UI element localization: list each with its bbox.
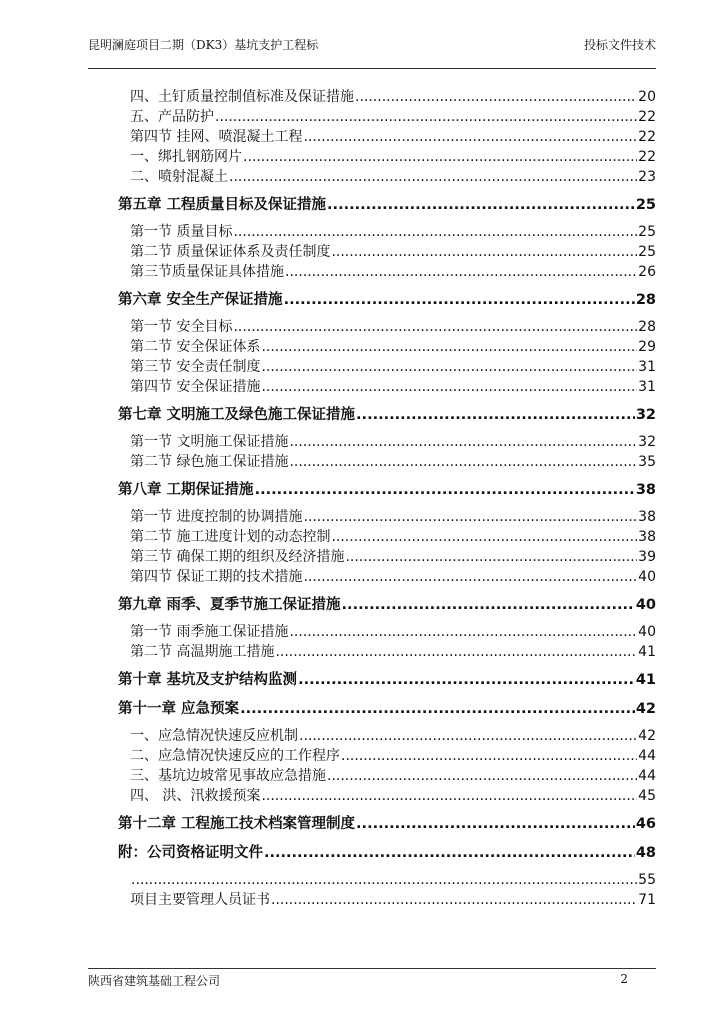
toc-entry-title: 第三节质量保证具体措施 xyxy=(130,264,284,280)
toc-entry-page: 23 xyxy=(638,169,656,185)
toc-entry-page: 35 xyxy=(638,454,656,470)
toc-entry-title: 三、基坑边坡常见事故应急措施 xyxy=(130,768,326,784)
toc-chapter-entry[interactable] xyxy=(118,404,656,426)
footer-page-number: 2 xyxy=(620,972,628,986)
toc-section-entry[interactable] xyxy=(118,87,656,107)
header-project-title: 昆明澜庭项目二期（DK3）基坑支护工程标 xyxy=(88,38,319,52)
toc-entry-page: 31 xyxy=(638,379,656,395)
toc-entry-page: 29 xyxy=(638,339,656,355)
toc-chapter-entry[interactable] xyxy=(118,698,656,720)
toc-entry-title: 第八章 工期保证措施 xyxy=(118,482,254,498)
toc-entry-title: 一、绑扎钢筋网片 xyxy=(130,149,242,165)
toc-entry-title: 第一节 雨季施工保证措施 xyxy=(130,624,289,640)
toc-leader-dots xyxy=(289,622,637,642)
toc-entry-title: 第十一章 应急预案 xyxy=(118,701,240,717)
header-doc-type: 投标文件技术 xyxy=(583,38,656,52)
toc-entry-title: 第二节 质量保证体系及责任制度 xyxy=(130,244,331,260)
toc-section-entry[interactable] xyxy=(118,507,656,527)
toc-entry-page: 44 xyxy=(638,768,656,784)
toc-entry-title: 第二节 高温期施工措施 xyxy=(130,644,275,660)
toc-leader-dots xyxy=(261,786,637,806)
toc-section-entry[interactable] xyxy=(118,746,656,766)
toc-entry-title: 五、产品防护 xyxy=(130,109,214,125)
toc-chapter-entry[interactable] xyxy=(118,813,656,835)
toc-entry-title: 第三节 确保工期的组织及经济措施 xyxy=(130,549,345,565)
toc-section-entry[interactable] xyxy=(118,222,656,242)
toc-entry-page: 28 xyxy=(638,319,656,335)
toc-chapter-entry[interactable] xyxy=(118,669,656,691)
toc-entry-page: 39 xyxy=(638,549,656,565)
toc-entry-title: 第六章 安全生产保证措施 xyxy=(118,292,283,308)
toc-section-entry[interactable] xyxy=(118,337,656,357)
toc-entry-title: 四、土钉质量控制值标准及保证措施 xyxy=(130,89,354,105)
toc-entry-page: 55 xyxy=(638,872,656,888)
toc-leader-dots xyxy=(261,377,637,397)
toc-entry-page: 46 xyxy=(635,816,656,832)
toc-leader-dots xyxy=(284,289,635,311)
toc-leader-dots xyxy=(356,404,635,426)
toc-section-entry[interactable] xyxy=(118,377,656,397)
toc-section-entry[interactable] xyxy=(118,890,656,910)
toc-entry-page: 41 xyxy=(638,644,656,660)
toc-entry-page: 44 xyxy=(638,748,656,764)
toc-entry-page: 41 xyxy=(635,672,656,688)
toc-entry-page: 32 xyxy=(635,407,656,423)
toc-entry-page: 22 xyxy=(638,149,656,165)
toc-section-entry[interactable] xyxy=(118,547,656,567)
toc-section-entry[interactable] xyxy=(118,786,656,806)
toc-entry-page: 45 xyxy=(638,788,656,804)
toc-leader-dots xyxy=(261,337,637,357)
toc-entry-page: 48 xyxy=(635,845,656,861)
toc-leader-dots xyxy=(303,567,637,587)
toc-entry-title: 第一节 质量目标 xyxy=(130,224,233,240)
toc-entry-title: 第十章 基坑及支护结构监测 xyxy=(118,672,298,688)
toc-entry-page: 32 xyxy=(638,434,656,450)
toc-leader-dots xyxy=(341,746,637,766)
toc-entry-page: 28 xyxy=(635,292,656,308)
toc-leader-dots xyxy=(215,107,637,127)
toc-chapter-entry[interactable] xyxy=(118,194,656,216)
toc-leader-dots xyxy=(342,594,635,616)
toc-chapter-entry[interactable] xyxy=(118,842,656,864)
toc-entry-title: 第四节 保证工期的技术措施 xyxy=(130,569,303,585)
toc-entry-page: 40 xyxy=(635,597,656,613)
toc-entry-title: 第一节 安全目标 xyxy=(130,319,233,335)
toc-entry-title: 第九章 雨季、夏季节施工保证措施 xyxy=(118,597,341,613)
toc-entry-page: 42 xyxy=(638,728,656,744)
toc-entry-title: 第二节 绿色施工保证措施 xyxy=(130,454,289,470)
toc-entry-title: 二、应急情况快速反应的工作程序 xyxy=(130,748,340,764)
toc-leader-dots xyxy=(240,698,635,720)
toc-chapter-entry[interactable] xyxy=(118,289,656,311)
toc-leader-dots xyxy=(233,317,637,337)
toc-leader-dots xyxy=(327,194,635,216)
toc-entry-page: 38 xyxy=(638,529,656,545)
toc-section-entry[interactable] xyxy=(118,622,656,642)
toc-leader-dots xyxy=(289,432,637,452)
toc-section-entry[interactable] xyxy=(118,452,656,472)
toc-entry-page: 42 xyxy=(635,701,656,717)
toc-entry-title: 一、应急情况快速反应机制 xyxy=(130,728,298,744)
toc-leader-dots xyxy=(299,726,637,746)
toc-leader-dots xyxy=(331,527,637,547)
page-header xyxy=(88,38,656,69)
toc-section-entry[interactable] xyxy=(118,642,656,662)
toc-leader-dots xyxy=(264,842,635,864)
toc-leader-dots xyxy=(298,669,635,691)
toc-leader-dots xyxy=(327,766,637,786)
toc-entry-title: 第一节 进度控制的协调措施 xyxy=(130,509,303,525)
toc-section-entry[interactable] xyxy=(118,726,656,746)
toc-entry-page: 26 xyxy=(638,264,656,280)
toc-entry-title: 第四节 安全保证措施 xyxy=(130,379,261,395)
toc-leader-dots xyxy=(331,242,637,262)
page-footer xyxy=(88,968,656,988)
toc-section-entry[interactable] xyxy=(118,567,656,587)
toc-entry-title: 第三节 安全责任制度 xyxy=(130,359,261,375)
toc-section-entry[interactable] xyxy=(118,527,656,547)
toc-section-entry[interactable] xyxy=(118,242,656,262)
toc-leader-dots xyxy=(131,870,637,890)
toc-leader-dots xyxy=(243,147,637,167)
toc-entry-title: 第四节 挂网、喷混凝土工程 xyxy=(130,129,303,145)
toc-entry-page: 25 xyxy=(638,224,656,240)
toc-leader-dots xyxy=(356,813,635,835)
toc-entry-page: 25 xyxy=(635,197,656,213)
toc-leader-dots xyxy=(255,479,635,501)
toc-leader-dots xyxy=(261,357,637,377)
toc-entry-title: 第七章 文明施工及绿色施工保证措施 xyxy=(118,407,356,423)
toc-entry-title: 第一节 文明施工保证措施 xyxy=(130,434,289,450)
toc-section-entry[interactable] xyxy=(118,432,656,452)
toc-leader-dots xyxy=(355,87,637,107)
toc-leader-dots xyxy=(345,547,637,567)
footer-company: 陕西省建筑基础工程公司 xyxy=(88,974,221,988)
toc-leader-dots xyxy=(303,507,637,527)
toc-entry-page: 22 xyxy=(638,109,656,125)
toc-section-entry[interactable] xyxy=(118,127,656,147)
toc-chapter-entry[interactable] xyxy=(118,479,656,501)
toc-section-entry[interactable] xyxy=(118,262,656,282)
toc-chapter-entry[interactable] xyxy=(118,594,656,616)
toc-entry-title: 第二节 安全保证体系 xyxy=(130,339,261,355)
toc-entry-page: 38 xyxy=(638,509,656,525)
toc-leader-dots xyxy=(233,222,637,242)
toc-entry-title: 第五章 工程质量目标及保证措施 xyxy=(118,197,327,213)
toc-leader-dots xyxy=(285,262,637,282)
toc-section-entry[interactable] xyxy=(118,870,656,890)
toc-leader-dots xyxy=(275,642,637,662)
toc-entry-title: 二、喷射混凝土 xyxy=(130,169,228,185)
toc-entry-title: 项目主要管理人员证书 xyxy=(130,892,270,908)
toc-entry-page: 25 xyxy=(638,244,656,260)
toc-section-entry[interactable] xyxy=(118,766,656,786)
toc-entry-page: 22 xyxy=(638,129,656,145)
toc-section-entry[interactable] xyxy=(118,357,656,377)
toc-entry-title: 第二节 施工进度计划的动态控制 xyxy=(130,529,331,545)
table-of-contents xyxy=(118,87,656,910)
toc-section-entry[interactable] xyxy=(118,107,656,127)
toc-section-entry[interactable] xyxy=(118,167,656,187)
toc-leader-dots xyxy=(271,890,637,910)
toc-entry-page: 20 xyxy=(638,89,656,105)
toc-leader-dots xyxy=(303,127,637,147)
toc-entry-page: 40 xyxy=(638,569,656,585)
toc-entry-page: 31 xyxy=(638,359,656,375)
toc-entry-page: 71 xyxy=(638,892,656,908)
toc-entry-title: 四、 洪、汛救援预案 xyxy=(130,788,261,804)
toc-section-entry[interactable] xyxy=(118,147,656,167)
toc-leader-dots xyxy=(229,167,637,187)
toc-leader-dots xyxy=(289,452,637,472)
toc-entry-page: 38 xyxy=(635,482,656,498)
toc-section-entry[interactable] xyxy=(118,317,656,337)
toc-entry-title: 附：公司资格证明文件 xyxy=(118,845,263,861)
toc-entry-page: 40 xyxy=(638,624,656,640)
toc-entry-title: 第十二章 工程施工技术档案管理制度 xyxy=(118,816,356,832)
